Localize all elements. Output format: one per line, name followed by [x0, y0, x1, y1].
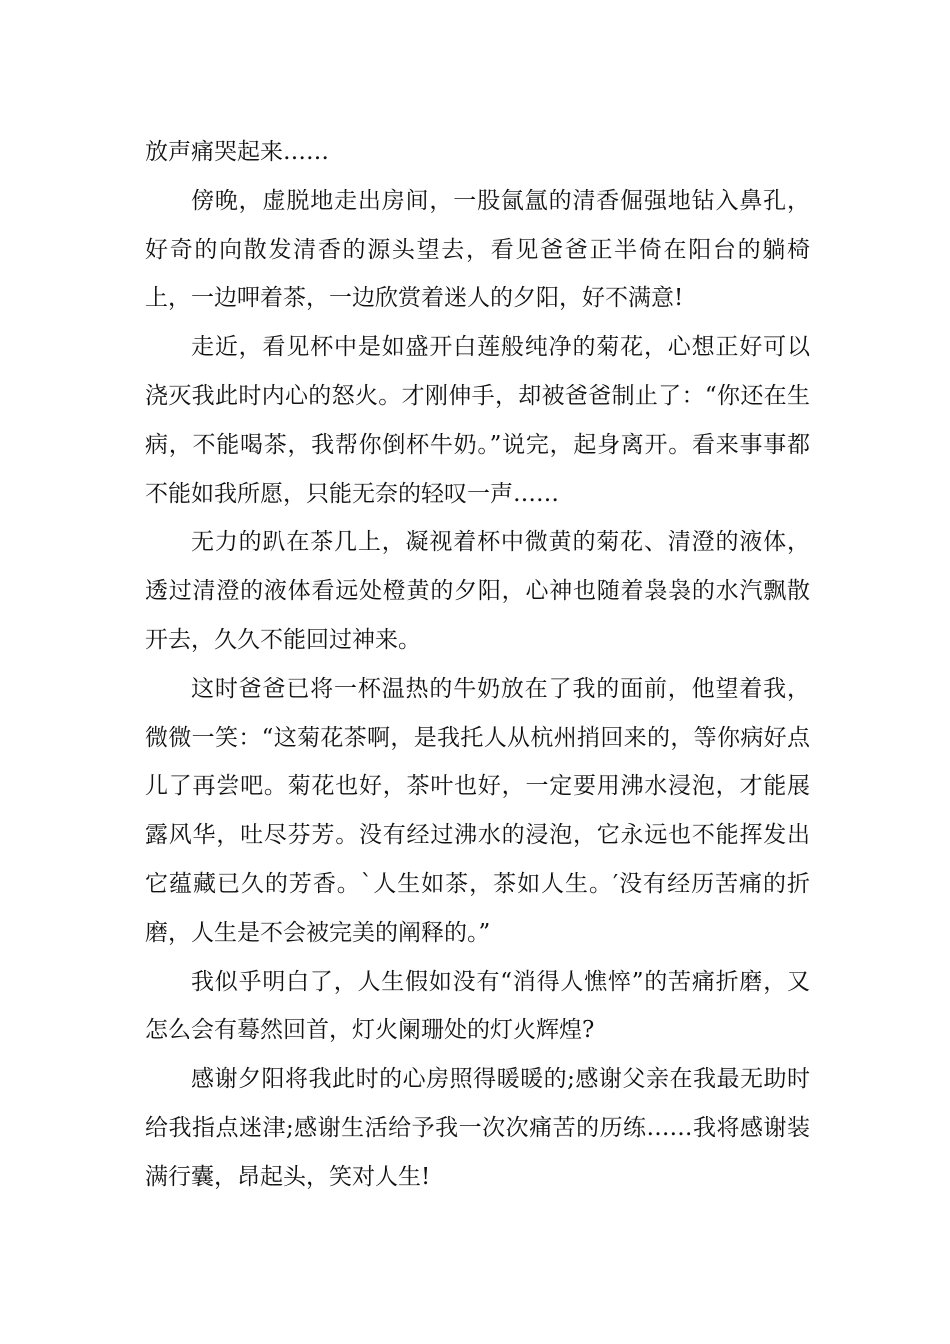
paragraph: 傍晚，虚脱地走出房间，一股氤氲的清香倔强地钻入鼻孔，好奇的向散发清香的源头望去，看见爸爸正半倚在阳台的躺椅上，一边呷着茶，一边欣赏着迷人的夕阳，好不满意!	[145, 187, 810, 312]
paragraph: 无力的趴在茶几上，凝视着杯中微黄的菊花、清澄的液体，透过清澄的液体看远处橙黄的夕阳，心神也随着袅袅的水汽飘散开去，久久不能回过神来。	[145, 529, 810, 653]
paragraph: 这时爸爸已将一杯温热的牛奶放在了我的面前，他望着我，微微一笑：“这菊花茶啊，是我托人从杭州捎回来的，等你病好点儿了再尝吧。菊花也好，茶叶也好，一定要用沸水浸泡，才能展露风华，吐尽芬芳。没有经过沸水的浸泡，它永远也不能挥发出它蕴藏已久的芳香。`人生如茶，茶如人生。′没有经历苦痛的折磨，人生是不会被完美的阐释的。”	[145, 675, 810, 946]
paragraph-continuation: 放声痛哭起来……	[145, 139, 329, 165]
paragraph: 感谢夕阳将我此时的心房照得暖暖的;感谢父亲在我最无助时给我指点迷津;感谢生活给予我一次次痛苦的历练……我将感谢装满行囊，昂起头，笑对人生!	[145, 1066, 810, 1190]
document-body	[145, 128, 810, 1202]
paragraph: 我似乎明白了，人生假如没有“消得人憔悴”的苦痛折磨，又怎么会有蓦然回首，灯火阑珊处的灯火辉煌?	[145, 968, 810, 1044]
paragraph: 走近，看见杯中是如盛开白莲般纯净的菊花，心想正好可以浇灭我此时内心的怒火。才刚伸手，却被爸爸制止了：“你还在生病，不能喝茶，我帮你倒杯牛奶。”说完，起身离开。看来事事都不能如我所愿，只能无奈的轻叹一声……	[145, 334, 810, 507]
